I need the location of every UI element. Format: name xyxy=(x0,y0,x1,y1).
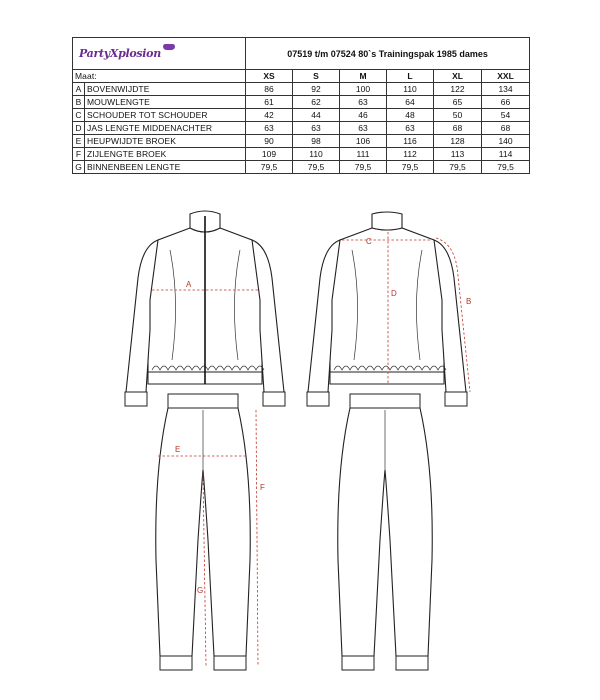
row-letter: D xyxy=(73,122,85,135)
row-value: 79,5 xyxy=(482,161,530,174)
size-header-xxl: XXL xyxy=(482,70,530,83)
row-value: 106 xyxy=(340,135,387,148)
row-letter: F xyxy=(73,148,85,161)
measure-label-b: B xyxy=(466,297,472,306)
row-value: 64 xyxy=(387,96,434,109)
row-value: 140 xyxy=(482,135,530,148)
size-header-s: S xyxy=(293,70,340,83)
size-label: Maat: xyxy=(73,70,246,83)
measure-label-g: G xyxy=(197,586,204,595)
row-value: 110 xyxy=(387,83,434,96)
row-value: 116 xyxy=(387,135,434,148)
row-value: 63 xyxy=(293,122,340,135)
row-value: 63 xyxy=(340,122,387,135)
row-letter: A xyxy=(73,83,85,96)
row-value: 46 xyxy=(340,109,387,122)
row-value: 92 xyxy=(293,83,340,96)
row-value: 90 xyxy=(246,135,293,148)
jacket-front xyxy=(125,211,285,406)
row-value: 134 xyxy=(482,83,530,96)
row-value: 61 xyxy=(246,96,293,109)
row-value: 100 xyxy=(340,83,387,96)
row-letter: C xyxy=(73,109,85,122)
row-letter: G xyxy=(73,161,85,174)
row-value: 128 xyxy=(434,135,482,148)
row-value: 113 xyxy=(434,148,482,161)
row-name: BOVENWIJDTE xyxy=(85,83,246,96)
row-value: 111 xyxy=(340,148,387,161)
row-value: 48 xyxy=(387,109,434,122)
row-value: 114 xyxy=(482,148,530,161)
row-value: 79,5 xyxy=(340,161,387,174)
measure-label-e: E xyxy=(175,445,181,454)
row-value: 62 xyxy=(293,96,340,109)
row-value: 122 xyxy=(434,83,482,96)
size-header-m: M xyxy=(340,70,387,83)
measure-label-f: F xyxy=(260,483,265,492)
row-value: 109 xyxy=(246,148,293,161)
row-value: 68 xyxy=(434,122,482,135)
table-title: 07519 t/m 07524 80`s Trainingspak 1985 dames xyxy=(246,38,530,70)
row-letter: E xyxy=(73,135,85,148)
measure-label-a: A xyxy=(186,280,192,289)
row-value: 68 xyxy=(482,122,530,135)
row-value: 63 xyxy=(246,122,293,135)
row-value: 54 xyxy=(482,109,530,122)
measure-label-c: C xyxy=(366,237,372,246)
jacket-back xyxy=(307,212,471,406)
row-name: SCHOUDER TOT SCHOUDER xyxy=(85,109,246,122)
size-header-xl: XL xyxy=(434,70,482,83)
row-value: 63 xyxy=(387,122,434,135)
size-header-l: L xyxy=(387,70,434,83)
logo-text: PartyXplosion xyxy=(79,46,161,60)
row-value: 79,5 xyxy=(434,161,482,174)
row-value: 65 xyxy=(434,96,482,109)
row-value: 63 xyxy=(340,96,387,109)
pants-back xyxy=(338,394,433,670)
row-value: 79,5 xyxy=(246,161,293,174)
row-value: 98 xyxy=(293,135,340,148)
row-name: HEUPWIJDTE BROEK xyxy=(85,135,246,148)
row-name: MOUWLENGTE xyxy=(85,96,246,109)
row-value: 79,5 xyxy=(293,161,340,174)
row-value: 86 xyxy=(246,83,293,96)
row-name: JAS LENGTE MIDDENACHTER xyxy=(85,122,246,135)
row-value: 66 xyxy=(482,96,530,109)
row-value: 79,5 xyxy=(387,161,434,174)
size-header-xs: XS xyxy=(246,70,293,83)
row-name: BINNENBEEN LENGTE xyxy=(85,161,246,174)
row-value: 50 xyxy=(434,109,482,122)
row-value: 44 xyxy=(293,109,340,122)
row-value: 112 xyxy=(387,148,434,161)
measure-label-d: D xyxy=(391,289,397,298)
row-value: 110 xyxy=(293,148,340,161)
pants-front xyxy=(156,394,265,670)
row-value: 42 xyxy=(246,109,293,122)
row-letter: B xyxy=(73,96,85,109)
row-name: ZIJLENGTE BROEK xyxy=(85,148,246,161)
